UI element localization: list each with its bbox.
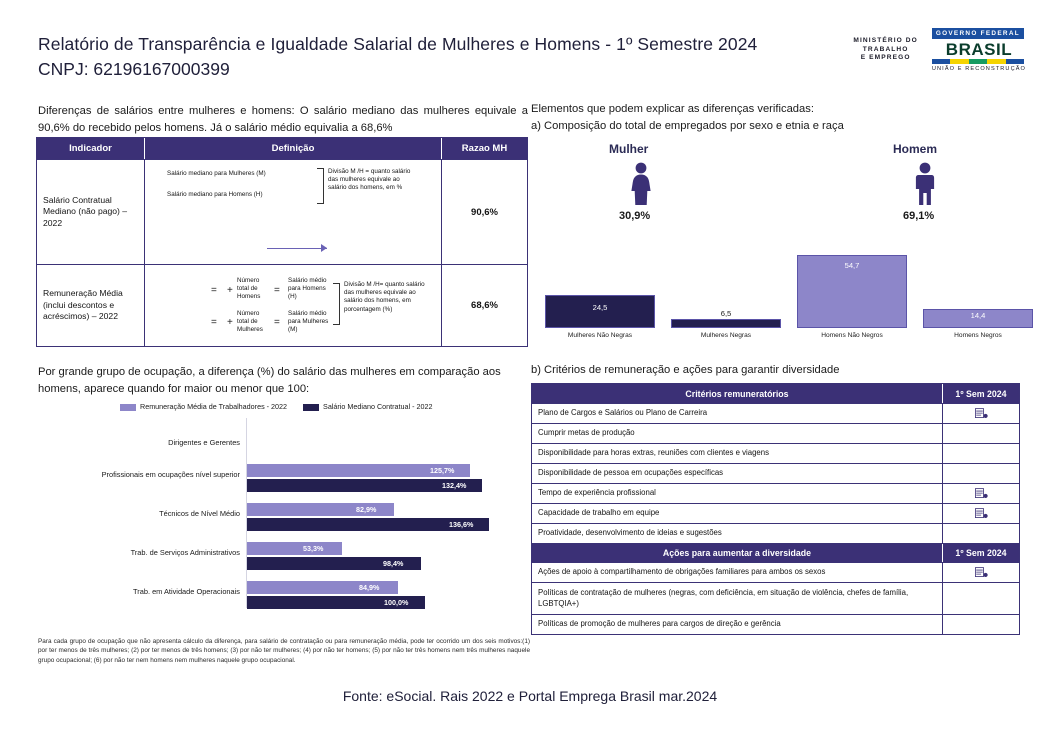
bar-value-0: 24,5 xyxy=(592,303,608,312)
chart-footnote: Para cada grupo de ocupação que não apresenta cálculo da diferença, para salário de contratação ou para remuneração média, pode ter ocorrido um dos seis motivos:(1) por ter menos de três mulheres; (2) por ter menos de três homens; (3) por não ter mulheres; (4) por não ter homens; (5) por não ter três homens nem três mulheres naquele grupo ocupacional; (6) por não ter nem homens nem mulheres naquele grupo ocupacional. xyxy=(38,638,530,664)
woman-figure-icon xyxy=(627,162,655,211)
criteria-check-cell xyxy=(943,484,1019,503)
bar-cat-1: Mulheres Negras xyxy=(700,332,752,339)
occ-cat-2: Técnicos de Nível Médio xyxy=(159,509,240,518)
gov-top-label: GOVERNO FEDERAL xyxy=(932,28,1024,39)
page-footer-source: Fonte: eSocial. Rais 2022 e Portal Emprega Brasil mar.2024 xyxy=(342,688,718,704)
ratio-value-1: 90,6% xyxy=(471,206,498,218)
diversity-check-cell xyxy=(943,563,1019,582)
diversity-check-cell xyxy=(943,583,1019,614)
intro-text-right-title: Elementos que podem explicar as diferenças verificadas: xyxy=(531,103,814,115)
criteria-check-cell xyxy=(943,464,1019,483)
criteria-label: Disponibilidade para horas extras, reuniões com clientes e viagens xyxy=(532,444,943,463)
definition-cell-2 xyxy=(145,265,442,346)
criteria-label: Tempo de experiência profissional xyxy=(532,484,943,503)
gov-brand-label: BRASIL xyxy=(945,40,1013,59)
bar-value-2: 54,7 xyxy=(844,261,860,270)
legend-label-1: Salário Mediano Contratual - 2022 xyxy=(323,402,433,411)
criteria-table-header xyxy=(532,384,1019,403)
col-acoes: Ações para aumentar a diversidade xyxy=(532,544,943,562)
occupation-chart-legend xyxy=(120,402,433,411)
def-n2: Salário médio para Homens (H) xyxy=(288,277,327,301)
legend-item-remuneracao-media xyxy=(120,402,287,411)
intro-text-left: Diferenças de salários entre mulheres e homens: O salário mediano das mulheres equivale a 90,6% do recebido pelos homens. Já o salário médio equivalia a 68,6% xyxy=(38,105,528,134)
occ-cat-4: Trab. em Atividade Operacionais xyxy=(133,587,240,596)
col-criterios: Critérios remuneratórios xyxy=(532,384,943,403)
chart-label-homem: Homem xyxy=(893,142,938,156)
occ-val-2-media: 82,9% xyxy=(356,505,377,514)
occ-val-2-mediano: 136,6% xyxy=(449,520,474,529)
brace-icon xyxy=(333,283,340,325)
table-row xyxy=(532,463,1019,483)
criteria-label: Proatividade, desenvolvimento de ideias e sugestões xyxy=(532,524,943,543)
ministry-line-2: TRABALHO xyxy=(862,45,909,53)
plus-sign-1: + xyxy=(227,285,233,296)
criteria-label: Plano de Cargos e Salários ou Plano de Carreira xyxy=(532,404,943,423)
bar-cat-0: Mulheres Não Negras xyxy=(567,332,633,339)
criteria-check-cell xyxy=(943,444,1019,463)
occupation-chart xyxy=(38,418,530,608)
occ-cat-1: Profissionais em ocupações nível superior xyxy=(101,470,240,479)
col-periodo-1: 1º Sem 2024 xyxy=(955,388,1007,399)
diversity-label: Políticas de promoção de mulheres para cargos de direção e gerência xyxy=(532,615,943,634)
table-row xyxy=(37,264,527,346)
occ-val-4-mediano: 100,0% xyxy=(384,598,409,607)
table-row xyxy=(532,582,1019,614)
table-row xyxy=(532,483,1019,503)
def-note-median-women: Salário mediano para Mulheres (M) xyxy=(167,170,266,177)
legend-label-0: Remuneração Média de Trabalhadores - 2022 xyxy=(140,402,288,411)
def-formula-2: Divisão M /H= quanto salário das mulheres equivale ao salário dos homens, em porcentagem (%) xyxy=(344,281,425,313)
bar-value-3: 14,4 xyxy=(970,311,986,320)
equals-sign-3: = xyxy=(211,317,217,328)
col-definicao: Definição xyxy=(145,138,442,159)
page-title: Relatório de Transparência e Igualdade Salarial de Mulheres e Homens - 1º Semestre 2024 xyxy=(38,34,758,54)
table-row xyxy=(532,443,1019,463)
brace-icon xyxy=(317,168,324,204)
occ-val-1-media: 125,7% xyxy=(430,466,455,475)
indicator-table xyxy=(36,137,528,347)
check-box-icon xyxy=(975,567,988,578)
ratio-value-2: 68,6% xyxy=(471,300,498,311)
diversity-label: Ações de apoio à compartilhamento de obrigações familiares para ambos os sexos xyxy=(532,563,943,582)
indicator-label-2: Remuneração Média (inclui descontos e acréscimos) – 2022 xyxy=(37,265,145,346)
occ-bar-3-media xyxy=(247,542,342,555)
table-row xyxy=(532,614,1019,634)
criteria-check-cell xyxy=(943,404,1019,423)
diversity-check-cell xyxy=(943,615,1019,634)
criteria-check-cell xyxy=(943,424,1019,443)
table-row xyxy=(532,403,1019,423)
criteria-label: Disponibilidade de pessoa em ocupações específicas xyxy=(532,464,943,483)
indicator-table-header xyxy=(37,138,527,159)
indicator-label-1: Salário Contratual Mediano (não pago) – 2022 xyxy=(37,160,145,264)
occ-val-4-media: 84,9% xyxy=(359,583,380,592)
def-n3: Número total de Mulheres xyxy=(237,310,263,334)
bar-cat-3: Homens Negros xyxy=(954,332,1002,339)
legend-item-salario-mediano xyxy=(303,402,432,411)
intro-text-right-sub-a: a) Composição do total de empregados por sexo e etnia e raça xyxy=(531,120,844,132)
ministry-line-1: MINISTÉRIO DO xyxy=(853,36,918,44)
pct-mulher: 30,9% xyxy=(619,210,651,222)
pct-homem: 69,1% xyxy=(903,210,935,222)
def-n4: Salário médio para Mulheres (M) xyxy=(288,310,329,334)
gov-federal-logo xyxy=(932,28,1026,72)
occ-cat-3: Trab. de Serviços Administrativos xyxy=(130,548,240,557)
criteria-label: Cumprir metas de produção xyxy=(532,424,943,443)
ministry-line-3: E EMPREGO xyxy=(860,54,911,62)
equals-sign-1: = xyxy=(211,285,217,296)
median-line xyxy=(267,248,327,249)
bar-mulheres-negras xyxy=(671,319,781,328)
table-row xyxy=(37,159,527,264)
check-box-icon xyxy=(975,408,988,419)
col-indicador: Indicador xyxy=(37,138,145,159)
equals-sign-4: = xyxy=(274,317,280,328)
def-formula-1: Divisão M /H = quanto salário das mulheres equivale ao salário dos homens, em % xyxy=(328,168,411,192)
chart-label-mulher: Mulher xyxy=(609,142,649,156)
criteria-section-title: b) Critérios de remuneração e ações para garantir diversidade xyxy=(531,364,840,376)
title-block xyxy=(38,34,757,80)
page-header xyxy=(0,0,1060,88)
occ-val-1-mediano: 132,4% xyxy=(442,481,467,490)
occ-val-3-media: 53,3% xyxy=(303,544,324,553)
arrow-icon xyxy=(321,244,327,252)
diversity-table-header xyxy=(532,543,1019,562)
col-periodo-2: 1º Sem 2024 xyxy=(955,548,1007,558)
check-box-icon xyxy=(975,488,988,499)
def-note-median-men: Salário mediano para Homens (H) xyxy=(167,191,263,198)
table-row xyxy=(532,503,1019,523)
equals-sign-2: = xyxy=(274,285,280,296)
criteria-check-cell xyxy=(943,504,1019,523)
government-logos xyxy=(853,28,1026,72)
table-row xyxy=(532,423,1019,443)
man-figure-icon xyxy=(911,162,939,211)
composition-chart xyxy=(531,140,1029,352)
occ-cat-0: Dirigentes e Gerentes xyxy=(168,438,240,447)
criteria-label: Capacidade de trabalho em equipe xyxy=(532,504,943,523)
def-n1: Número total de Homens xyxy=(237,277,261,301)
ministry-logo xyxy=(853,37,918,64)
plus-sign-2: + xyxy=(227,317,233,328)
gov-sub-label: UNIÃO E RECONSTRUÇÃO xyxy=(931,66,1026,72)
col-razao-mh: Razao MH xyxy=(461,143,508,154)
check-box-icon xyxy=(975,508,988,519)
occ-val-3-mediano: 98,4% xyxy=(383,559,404,568)
bar-value-1: 6,5 xyxy=(720,309,732,318)
flag-colorbar-icon xyxy=(932,59,1024,64)
criteria-check-cell xyxy=(943,524,1019,543)
diversity-label: Políticas de contratação de mulheres (negras, com deficiência, em situação de violência, chefes de família, LGBTQIA+) xyxy=(532,583,943,614)
table-row xyxy=(532,523,1019,543)
occupation-section-text: Por grande grupo de ocupação, a diferença (%) do salário das mulheres em comparação aos homens, aparece quando for maior ou menor que 100: xyxy=(38,366,501,395)
bar-cat-2: Homens Não Negros xyxy=(821,332,883,339)
definition-cell-1 xyxy=(145,160,442,264)
table-row xyxy=(532,562,1019,582)
page-subtitle-cnpj: CNPJ: 62196167000399 xyxy=(38,59,230,79)
criteria-table xyxy=(531,383,1020,635)
